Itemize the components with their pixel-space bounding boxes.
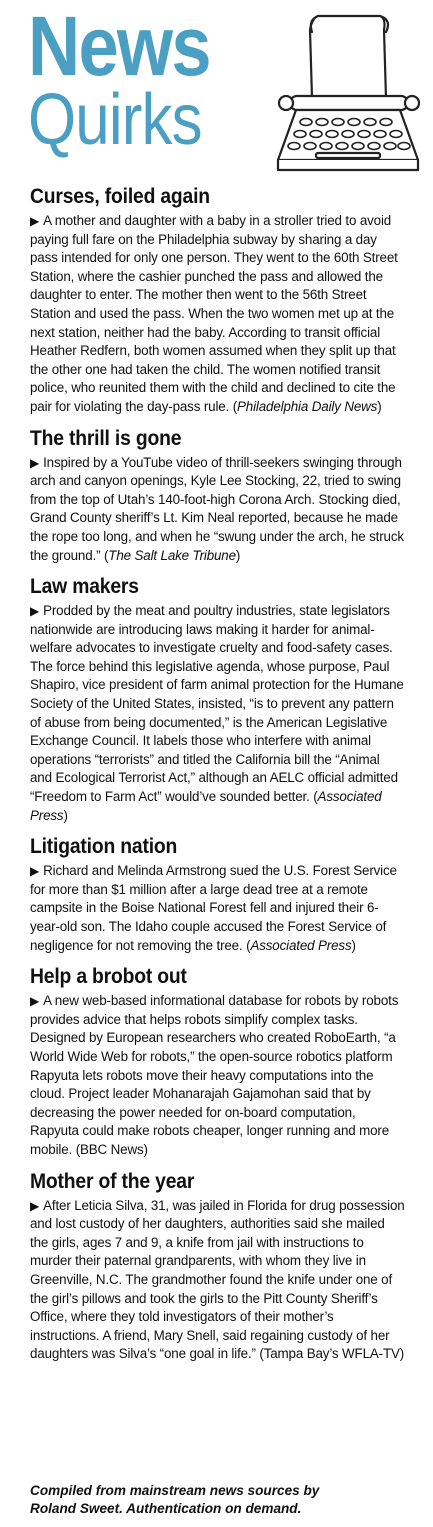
article-body (30, 862, 405, 955)
bullet-arrow-icon: ▶ (30, 864, 40, 879)
article-curses-foiled-again (30, 185, 405, 417)
article-headline: Mother of the year (30, 1169, 195, 1193)
article-headline: The thrill is gone (30, 426, 182, 450)
article-body (30, 602, 405, 825)
bullet-arrow-icon: ▶ (30, 455, 40, 470)
article-body (30, 212, 405, 417)
article-headline: Litigation nation (30, 835, 178, 859)
article-source: Philadelphia Daily News (237, 398, 378, 414)
credits-line2: Roland Sweet. Authentication on demand. (30, 1501, 302, 1516)
masthead-title (28, 0, 239, 160)
article-source-close: ) (63, 807, 68, 823)
article-law-makers (30, 575, 405, 825)
article-source: (BBC News) (75, 1141, 148, 1157)
masthead (0, 0, 433, 185)
article-mother-of-the-year (30, 1170, 405, 1364)
article-headline: Help a brobot out (30, 965, 187, 989)
bullet-arrow-icon: ▶ (30, 214, 40, 228)
article-text: Inspired by a YouTube video of thrill-seekers swinging through arch and canyon openings, Kyle Lee Stocking, 22, tried to swing from the top of Utah’s 140-foot-high Corona Arch. Stocking died, Grand County sheriff’s Lt. Kim Neal reported, because he made the rope too long, and when he “swung under the arch, he struck the ground.” ( (30, 454, 404, 563)
bullet-arrow-icon: ▶ (30, 1198, 40, 1213)
article-source: The Salt Lake Tribune (108, 547, 236, 563)
article-source: Associated Press (30, 789, 382, 823)
article-text: A mother and daughter with a baby in a stroller tried to avoid paying full fare on the Philadelphia subway by sharing a day pass intended for only one person. They went to the 60th Street Station, where the cashier punched the pass and allowed the daughter to enter. The mother then went to the 56th Street Station and used the pass. When the two women met up at the next station, neither had the baby. According to transit official Heather Redfern, both women assumed when they split up that the other one had taken the child. The women notified transit police, who reunited them with the child and declined to cite the pair for violating the day-pass rule. ( (30, 213, 398, 414)
article-text: Richard and Melinda Armstrong sued the U.S. Forest Service for more than $1 million after a large dead tree at a remote campsite in the Boise National Forest fell and injured their 6-year-old son. The Idaho couple accused the Forest Service of negligence for not removing the tree. ( (30, 863, 397, 953)
article-text: A new web-based informational database for robots by robots provides advice that helps robots simplify complex tasks. Designed by European researchers who created RoboEarth, “a World Wide Web for robots,” the open-source robotics platform Rapyuta lets robots move their heavy computations into the cloud. Project leader Mohanarajah Gajamohan said that by decreasing the power needed for on-board computation, Rapyuta could make robots cheaper, longer running and more mobile. (30, 993, 399, 1157)
credits-line1: Compiled from mainstream news sources by (30, 1483, 320, 1498)
article-source-close: ) (235, 547, 241, 563)
masthead-title-line1: News (28, 0, 210, 93)
bullet-arrow-icon: ▶ (30, 604, 40, 619)
bullet-arrow-icon: ▶ (30, 994, 40, 1009)
masthead-title-line2: Quirks (28, 80, 202, 160)
credits (30, 1482, 405, 1518)
article-source-close: ) (351, 937, 356, 953)
article-litigation-nation (30, 835, 405, 955)
article-body (30, 454, 405, 566)
article-body (30, 1197, 405, 1364)
article-source: (Tampa Bay’s WFLA-TV) (259, 1346, 405, 1362)
article-headline: Curses, foiled again (30, 185, 210, 208)
article-source: Associated Press (250, 937, 352, 953)
article-help-a-brobot-out (30, 965, 405, 1159)
typewriter-icon (268, 10, 428, 178)
article-text: Prodded by the meat and poultry industries, state legislators nationwide are introducing laws making it harder for animal-welfare advocates to investigate cruelty and food-safety cases. The force behind this legislative agenda, whose purpose, Paul Shapiro, vice president of farm animal protection for the Humane Society of the United States, insisted, “is to prevent any pattern of abuse from being documented,” is the American Legislative Exchange Council. It labels those who interfere with animal operations “terrorists” and titled the California bill the “Animal and Ecological Terrorist Act,” although an AELC official admitted “Freedom to Farm Act” would’ve sounded better. ( (30, 603, 404, 805)
article-headline: Law makers (30, 575, 139, 599)
article-text: After Leticia Silva, 31, was jailed in Florida for drug possession and lost custody of her daughters, authorities said she mailed the girls, ages 7 and 9, a knife from jail with instructions to murder their paternal grandparents, with whom they live in Greenville, N.C. The grandmother found the knife under one of the girl’s pillows and took the girls to the Pitt County Sheriff’s Office, where they told investigators of their mother’s instructions. A friend, Mary Snell, said regaining custody of her daughters was Silva’s “one goal in life.” (30, 1197, 405, 1362)
article-the-thrill-is-gone (30, 427, 405, 566)
article-body (30, 992, 405, 1159)
article-source-close: ) (377, 398, 382, 414)
news-column (30, 185, 405, 1374)
